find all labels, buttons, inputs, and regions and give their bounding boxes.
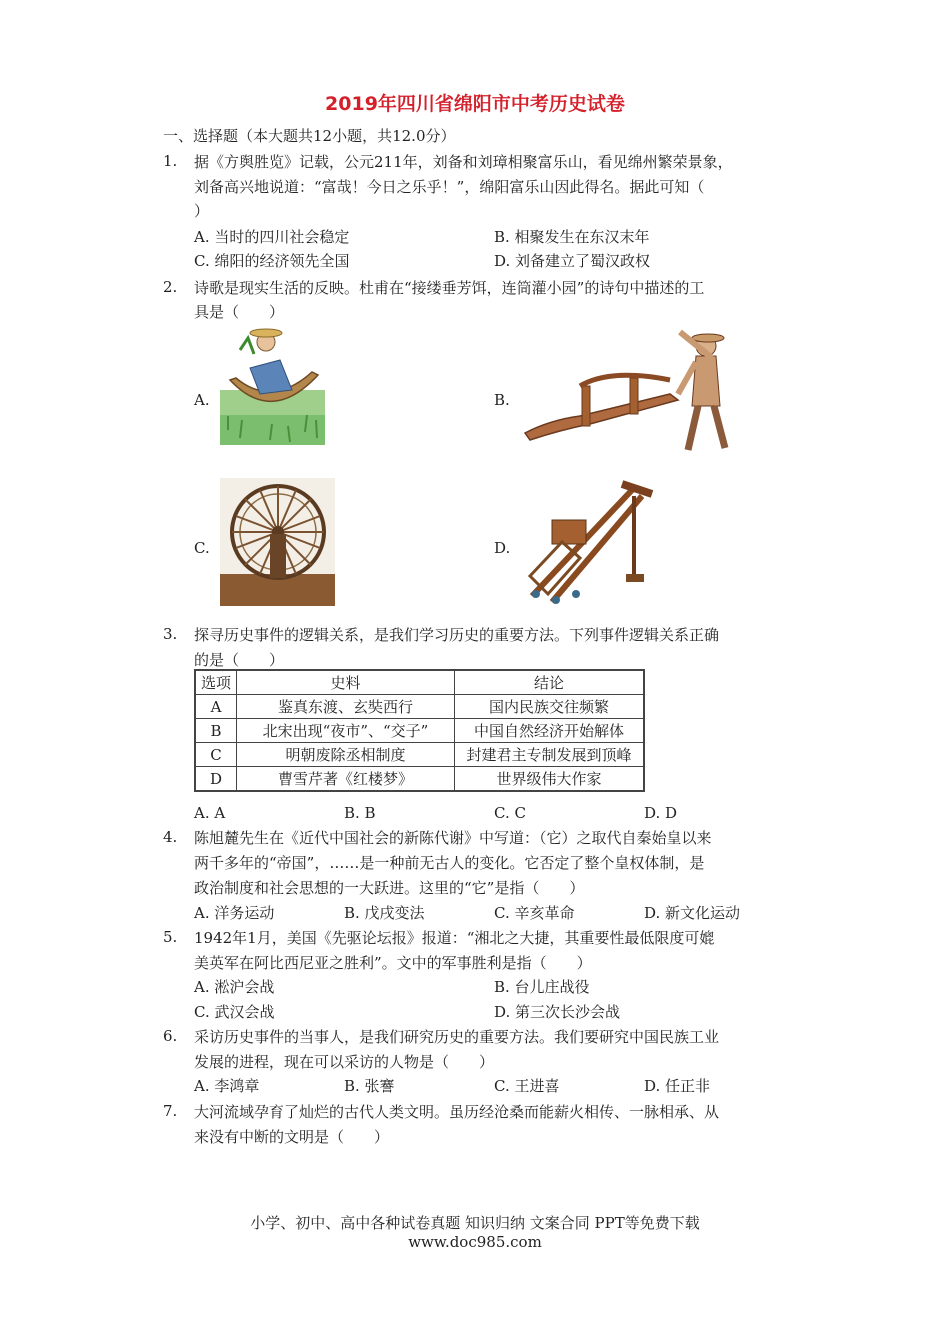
question-5-option-a[interactable]: A. 淞沪会战 xyxy=(194,978,275,996)
question-1-option-c[interactable]: C. 绵阳的经济领先全国 xyxy=(194,252,350,270)
table-cell: 封建君主专制发展到顶峰 xyxy=(455,743,645,767)
question-7-line-1: 大河流域孕育了灿烂的古代人类文明。虽历经沧桑而能薪火相传、一脉相承、从 xyxy=(194,1103,720,1121)
question-2-line-2: 具是（ ） xyxy=(194,303,285,321)
chain-pump-image xyxy=(522,476,657,608)
question-1-option-a[interactable]: A. 当时的四川社会稳定 xyxy=(194,228,350,246)
table-cell: 鉴真东渡、玄奘西行 xyxy=(237,695,455,719)
question-4-line-1: 陈旭麓先生在《近代中国社会的新陈代谢》中写道：（它）之取代自秦始皇以来 xyxy=(194,829,712,847)
question-4-option-d[interactable]: D. 新文化运动 xyxy=(644,904,741,922)
table-cell: 世界级伟大作家 xyxy=(455,767,645,792)
plow-image xyxy=(520,328,745,453)
question-5-option-c[interactable]: C. 武汉会战 xyxy=(194,1003,275,1021)
question-5-option-b[interactable]: B. 台儿庄战役 xyxy=(494,978,590,996)
table-cell: C xyxy=(195,743,237,767)
question-2-option-a-label[interactable]: A. xyxy=(194,391,210,409)
table-cell: B xyxy=(195,719,237,743)
question-6-option-c[interactable]: C. 王进喜 xyxy=(494,1077,560,1095)
question-4-option-a[interactable]: A. 洋务运动 xyxy=(194,904,275,922)
table-cell: 北宋出现“夜市”、“交子” xyxy=(237,719,455,743)
question-1-option-d[interactable]: D. 刘备建立了蜀汉政权 xyxy=(494,252,651,270)
question-5-number: 5. xyxy=(163,928,178,946)
table-row xyxy=(195,719,644,743)
question-1-line-3: ） xyxy=(194,202,210,220)
table-header: 结论 xyxy=(455,670,645,695)
question-6-option-a[interactable]: A. 李鸿章 xyxy=(194,1077,260,1095)
question-7-number: 7. xyxy=(163,1102,178,1120)
page-title: 2019年四川省绵阳市中考历史试卷 xyxy=(325,93,625,115)
table-cell: 曹雪芹著《红楼梦》 xyxy=(237,767,455,792)
question-3-line-1: 探寻历史事件的逻辑关系，是我们学习历史的重要方法。下列事件逻辑关系正确 xyxy=(194,626,720,644)
table-header: 选项 xyxy=(195,670,237,695)
seedling-boat-image xyxy=(220,320,325,445)
evidence-table xyxy=(194,669,645,792)
question-3-line-2: 的是（ ） xyxy=(194,651,285,669)
question-3-option-d[interactable]: D. D xyxy=(644,804,678,822)
footer-promo-text: 小学、初中、高中各种试卷真题 知识归纳 文案合同 PPT等免费下载 xyxy=(250,1214,700,1232)
table-cell: D xyxy=(195,767,237,792)
question-7-line-2: 来没有中断的文明是（ ） xyxy=(194,1128,390,1146)
footer-url[interactable]: www.doc985.com xyxy=(408,1233,542,1251)
question-4-line-3: 政治制度和社会思想的一大跃进。这里的“它”是指（ ） xyxy=(194,879,585,897)
question-3-number: 3. xyxy=(163,625,178,643)
table-header-row xyxy=(195,670,644,695)
question-6-line-1: 采访历史事件的当事人，是我们研究历史的重要方法。我们要研究中国民族工业 xyxy=(194,1028,720,1046)
question-2-line-1: 诗歌是现实生活的反映。杜甫在“接缕垂芳饵，连筒灌小园”的诗句中描述的工 xyxy=(194,279,705,297)
table-row xyxy=(195,767,644,792)
table-cell: 中国自然经济开始解体 xyxy=(455,719,645,743)
question-2-option-c-label[interactable]: C. xyxy=(194,539,210,557)
question-2-option-d-label[interactable]: D. xyxy=(494,539,511,557)
question-5-line-1: 1942年1月，美国《先驱论坛报》报道：“湘北之大捷，其重要性最低限度可媲 xyxy=(194,929,715,947)
question-3-option-b[interactable]: B. B xyxy=(344,804,376,822)
question-1-number: 1. xyxy=(163,152,178,170)
question-4-number: 4. xyxy=(163,828,178,846)
question-4-option-c[interactable]: C. 辛亥革命 xyxy=(494,904,575,922)
question-2-option-b-label[interactable]: B. xyxy=(494,391,510,409)
question-4-line-2: 两千多年的“帝国”，……是一种前无古人的变化。它否定了整个皇权体制，是 xyxy=(194,854,705,872)
question-3-option-c[interactable]: C. C xyxy=(494,804,526,822)
question-4-option-b[interactable]: B. 戊戌变法 xyxy=(344,904,425,922)
question-5-line-2: 美英军在阿比西尼亚之胜利”。文中的军事胜利是指（ ） xyxy=(194,954,592,972)
question-6-number: 6. xyxy=(163,1027,178,1045)
question-1-option-b[interactable]: B. 相聚发生在东汉末年 xyxy=(494,228,650,246)
table-cell: 明朝废除丞相制度 xyxy=(237,743,455,767)
question-6-line-2: 发展的进程，现在可以采访的人物是（ ） xyxy=(194,1053,495,1071)
question-6-option-b[interactable]: B. 张謇 xyxy=(344,1077,395,1095)
question-2-number: 2. xyxy=(163,278,178,296)
table-header: 史料 xyxy=(237,670,455,695)
table-row xyxy=(195,743,644,767)
question-1-line-1: 据《方舆胜览》记载，公元211年，刘备和刘璋相聚富乐山，看见绵州繁荣景象， xyxy=(194,153,733,171)
section-heading: 一、选择题（本大题共12小题，共12.0分） xyxy=(163,127,456,145)
question-5-option-d[interactable]: D. 第三次长沙会战 xyxy=(494,1003,621,1021)
water-wheel-image xyxy=(220,478,335,606)
table-row xyxy=(195,695,644,719)
question-1-line-2: 刘备高兴地说道：“富哉！今日之乐乎！”，绵阳富乐山因此得名。据此可知（ xyxy=(194,178,705,196)
question-3-option-a[interactable]: A. A xyxy=(194,804,226,822)
table-cell: A xyxy=(195,695,237,719)
question-6-option-d[interactable]: D. 任正非 xyxy=(644,1077,711,1095)
table-cell: 国内民族交往频繁 xyxy=(455,695,645,719)
